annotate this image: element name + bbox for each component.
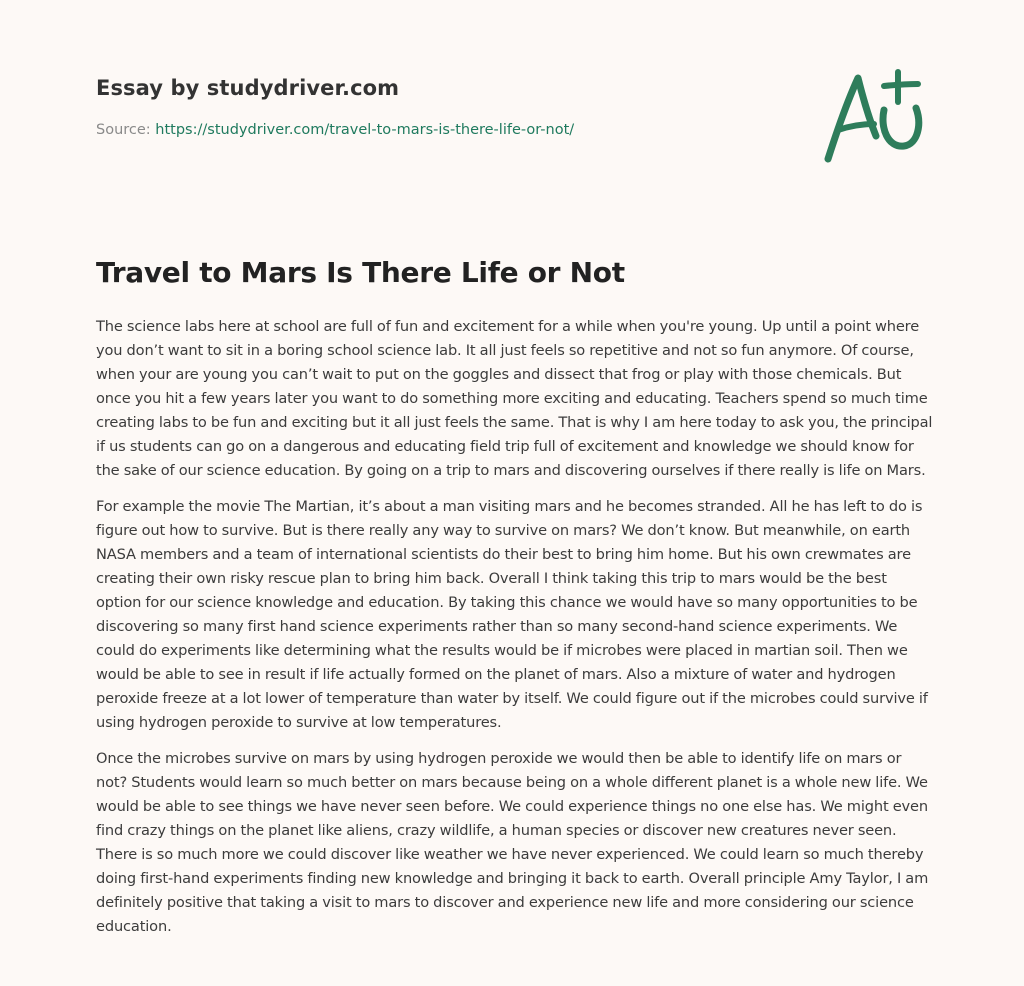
essay-title: Travel to Mars Is There Life or Not	[96, 256, 625, 289]
essay-paragraph: For example the movie The Martian, it’s about a man visiting mars and he becomes stranded. All he has left to do is figure out how to survive. But is there really any way to survive on mars? We don’t know. But meanwhile, on earth NASA members and a team of international scientists do their best to bring him home. But his own crewmates are creating their own risky rescue plan to bring him back. Overall I think taking this trip to mars would be the best option for our science knowledge and education. By taking this chance we would have so many opportunities to be discovering so many first hand science experiments rather than so many second-hand science experiments. We could do experiments like determining what the results would be if microbes were placed in martian soil. Then we would be able to see in result if life actually formed on the planet of mars. Also a mixture of water and hydrogen peroxide freeze at a lot lower of temperature than water by itself. We could figure out if the microbes could survive if using hydrogen peroxide to survive at low temperatures.	[96, 498, 928, 731]
source-line	[96, 122, 574, 138]
a-plus-grade-logo-icon	[818, 64, 930, 166]
essay-header	[96, 76, 574, 138]
essay-paragraph: Once the microbes survive on mars by using hydrogen peroxide we would then be able to identify life on mars or not? Students would learn so much better on mars because being on a whole different planet is a whole new life. We would be able to see things we have never seen before. We could experience things no one else has. We might even find crazy things on the planet like aliens, crazy wildlife, a human species or discover new creatures never seen. There is so much more we could discover like weather we have never experienced. We could learn so much thereby doing first-hand experiments finding new knowledge and bringing it back to earth. Overall principle Amy Taylor, I am definitely positive that taking a visit to mars to discover and experience new life and more considering our science education.	[96, 750, 929, 935]
brand-title: Essay by studydriver.com	[96, 76, 400, 100]
essay-paragraph: The science labs here at school are full of fun and excitement for a while when you're young. Up until a point where you don’t want to sit in a boring school science lab. It all just feels so repetitive and not so fun anymore. Of course, when your are young you can’t wait to put on the goggles and dissect that frog or play with those chemicals. But once you hit a few years later you want to do something more exciting and educating. Teachers spend so much time creating labs to be fun and exciting but it all just feels the same. That is why I am here today to ask you, the principal if us students can go on a dangerous and educating field trip full of excitement and knowledge we should know for the sake of our science education. By going on a trip to mars and discovering ourselves if there really is life on Mars.	[96, 318, 933, 479]
source-label: Source:	[96, 122, 156, 138]
source-link[interactable]: https://studydriver.com/travel-to-mars-is-there-life-or-not/	[155, 122, 575, 138]
essay-body	[96, 315, 936, 951]
